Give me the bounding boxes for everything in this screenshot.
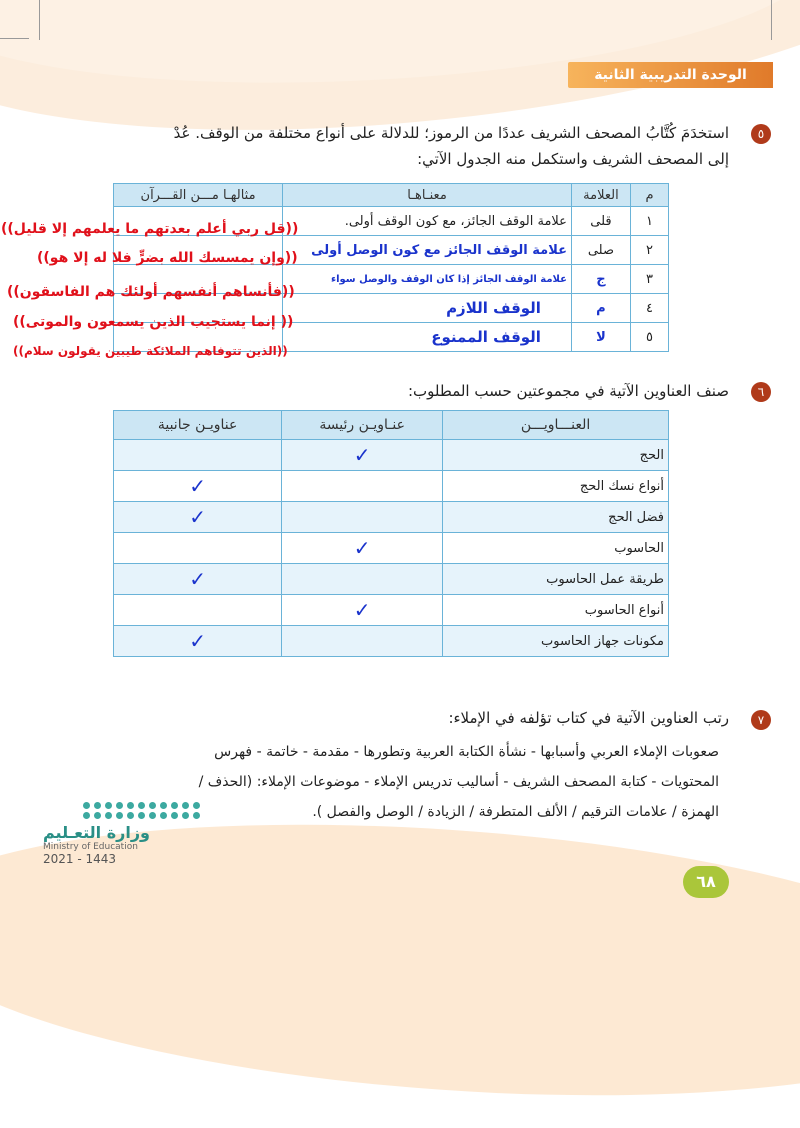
- question-5-line-2: إلى المصحف الشريف واستكمل منه الجدول الآتي:: [418, 150, 730, 168]
- logo-year: 2021 - 1443: [44, 852, 118, 866]
- header-meaning: معنـاهـا: [284, 184, 573, 207]
- main-cell: [283, 533, 444, 564]
- row-meaning: علامة الوقف الجائز إذا كان الوقف والوصل سواء: [284, 265, 573, 294]
- side-cell: [115, 564, 283, 595]
- main-cell: [283, 564, 444, 595]
- header-num: م: [631, 184, 669, 207]
- question-6-text: صنف العناوين الآتية في مجموعتين حسب المطلوب:: [409, 382, 730, 400]
- row-title: الحج: [444, 440, 670, 471]
- row-sign: م: [572, 294, 631, 323]
- handwritten-example-1: ((قل ربي أعلم بعدتهم ما يعلمهم إلا قليل)): [2, 221, 300, 237]
- table-row: [115, 595, 670, 626]
- header-sign: العلامة: [572, 184, 631, 207]
- crop-mark: [40, 0, 41, 40]
- row-meaning: علامة الوقف الجائز مع كون الوصل أولى: [284, 236, 573, 265]
- table-row: [115, 440, 670, 471]
- ministry-logo: [44, 802, 184, 866]
- main-cell: [283, 440, 444, 471]
- side-cell: [115, 440, 283, 471]
- question-7-line-2: المحتويات - كتابة المصحف الشريف - أساليب تدريس الإملاء - موضوعات الإملاء: (الحذف /: [199, 774, 720, 790]
- question-5-number: ٥: [752, 124, 772, 144]
- header-side: عناويـن جانبية: [115, 411, 283, 440]
- row-title: مكونات جهاز الحاسوب: [444, 626, 670, 657]
- side-cell: [115, 502, 283, 533]
- row-num: ٣: [631, 265, 669, 294]
- row-meaning: الوقف اللازم: [284, 294, 573, 323]
- check-icon: ✓: [190, 505, 207, 529]
- header-titles: العنـــاويـــن: [444, 411, 670, 440]
- main-cell: [283, 626, 444, 657]
- row-sign: صلى: [572, 236, 631, 265]
- question-7-number: ٧: [752, 710, 772, 730]
- handwritten-example-3: ((فأنساهم أنفسهم أولئك هم الفاسقون)): [8, 284, 296, 300]
- question-7-text: رتب العناوين الآتية في كتاب تؤلفه في الإملاء:: [449, 709, 730, 727]
- handwritten-example-5: ((الذين تتوفاهم الملائكة طيبين يقولون سلام)): [14, 344, 289, 358]
- page-number: ٦٨: [684, 866, 730, 898]
- handwritten-example-4: (( إنما يستجيب الذين يسمعون والموتى)): [14, 314, 295, 330]
- table-header-row: [115, 184, 670, 207]
- row-num: ١: [631, 207, 669, 236]
- table-row: [115, 502, 670, 533]
- row-num: ٤: [631, 294, 669, 323]
- main-cell: [283, 595, 444, 626]
- headings-classification-table: [114, 410, 670, 657]
- logo-dots-icon: [84, 802, 184, 819]
- logo-arabic: وزارة التعـليم: [44, 823, 151, 842]
- table-row: [115, 564, 670, 595]
- row-sign: ج: [572, 265, 631, 294]
- row-sign: قلى: [572, 207, 631, 236]
- row-title: أنواع الحاسوب: [444, 595, 670, 626]
- question-5-line-1: استخدَمَ كُتَّابُ المصحف الشريف عددًا من الرموز؛ للدلالة على أنواع مختلفة من الوقف. عُدْ: [174, 124, 730, 142]
- question-7-line-1: صعوبات الإملاء العربي وأسبابها - نشأة الكتابة العربية وتطورها - مقدمة - خاتمة - فهرس: [215, 744, 720, 760]
- check-icon: ✓: [190, 567, 207, 591]
- check-icon: ✓: [354, 536, 372, 560]
- side-cell: [115, 471, 283, 502]
- side-cell: [115, 626, 283, 657]
- row-title: الحاسوب: [444, 533, 670, 564]
- question-7-line-3: الهمزة / علامات الترقيم / الألف المتطرفة / الزيادة / الوصل والفصل ).: [313, 804, 720, 820]
- side-cell: [115, 595, 283, 626]
- unit-title-bar: الوحدة التدريبية الثانية: [569, 62, 774, 88]
- table-row: [115, 626, 670, 657]
- crop-mark: [0, 38, 30, 39]
- main-cell: [283, 471, 444, 502]
- table-row: [115, 533, 670, 564]
- header-main: عنـاويـن رئيسة: [283, 411, 444, 440]
- row-meaning: علامة الوقف الجائز، مع كون الوقف أولى.: [284, 207, 573, 236]
- check-icon: ✓: [354, 598, 372, 622]
- question-6-number: ٦: [752, 382, 772, 402]
- row-title: فضل الحج: [444, 502, 670, 533]
- row-title: طريقة عمل الحاسوب: [444, 564, 670, 595]
- main-cell: [283, 502, 444, 533]
- table-row: [115, 471, 670, 502]
- table-header-row: [115, 411, 670, 440]
- row-sign: لا: [572, 323, 631, 352]
- row-num: ٥: [631, 323, 669, 352]
- check-icon: ✓: [354, 443, 372, 467]
- check-icon: ✓: [190, 474, 207, 498]
- row-num: ٢: [631, 236, 669, 265]
- row-title: أنواع نسك الحج: [444, 471, 670, 502]
- side-cell: [115, 533, 283, 564]
- row-meaning: الوقف الممنوع: [284, 323, 573, 352]
- handwritten-example-2: ((وإن يمسسك الله بضرٍّ فلا له إلا هو)): [38, 250, 299, 266]
- crop-mark: [772, 0, 773, 40]
- check-icon: ✓: [190, 629, 207, 653]
- header-example: مثالهـا مـــن القـــرآن: [115, 184, 284, 207]
- logo-english: Ministry of Education: [44, 842, 139, 852]
